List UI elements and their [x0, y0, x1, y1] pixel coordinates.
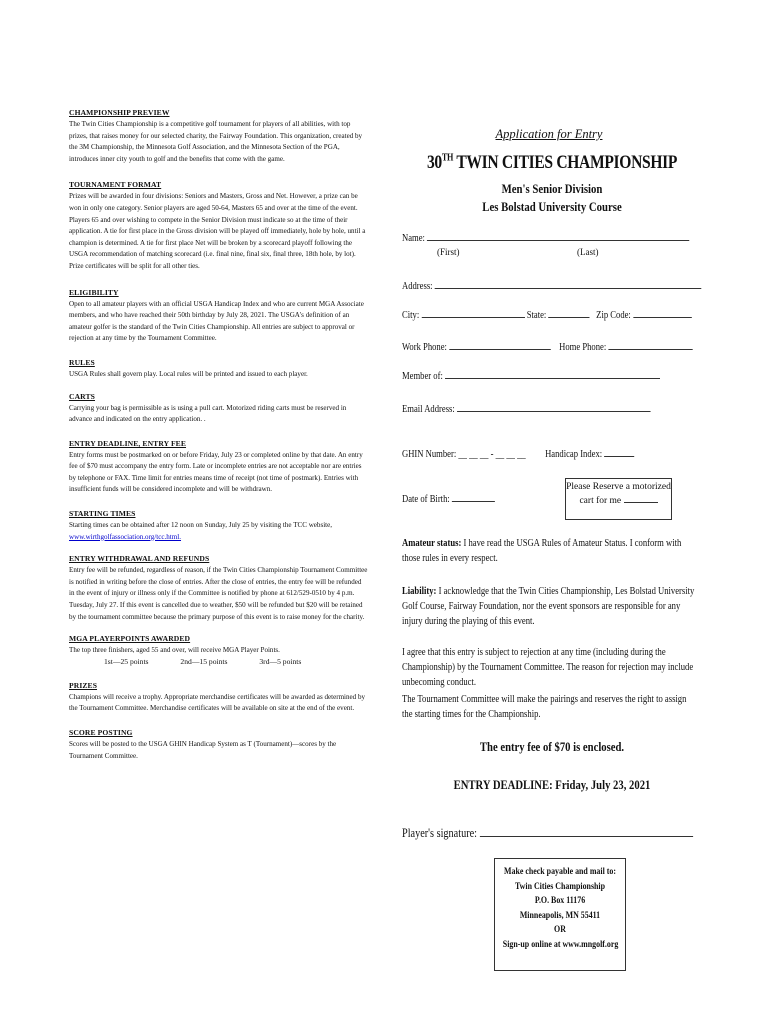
ghin-label: GHIN Number:	[402, 449, 457, 460]
liability-text: I acknowledge that the Twin Cities Championship, Les Bolstad University Golf Course, Fairway Foundation, nor the event sponsors are responsible for any injury during the playing of this event.	[402, 586, 695, 627]
info-column	[69, 108, 369, 773]
signature-label: Player's signature:	[402, 826, 478, 840]
section-body: Scores will be posted to the USGA GHIN Handicap System as T (Tournament)—scores by the Tournament Committee.	[69, 739, 337, 760]
section-body: Entry forms must be postmarked on or before Friday, July 23 or completed online by that date. An entry fee of $70 must accompany the entry form. Late or incomplete entries are not acceptable nor are entries by telephone or FAX. Time limit for entries means time of receipt (not time of postmark). Entries with insufficient funds will be considered incomplete and will be withdrawn.	[69, 449, 363, 494]
work-phone-label: Work Phone:	[402, 342, 447, 353]
course-title: Les Bolstad University Course	[482, 200, 622, 214]
dob-label: Date of Birth:	[402, 494, 450, 505]
cart-reserve-text-2: cart for me	[579, 496, 622, 506]
section-preview	[69, 108, 369, 164]
section-title: MGA PLAYERPOINTS AWARDED	[69, 634, 191, 644]
mailing-info-box	[494, 858, 626, 971]
tcc-website-link[interactable]: www.wirthgolfassociation.org/tcc.html.	[69, 531, 182, 541]
points-first: 1st—25 points	[104, 656, 149, 666]
application-header	[402, 127, 702, 215]
mail-line: P.O. Box 11176	[534, 895, 586, 906]
cart-reservation-box	[565, 478, 672, 520]
city-field[interactable]	[421, 308, 524, 318]
ghin-row	[402, 447, 634, 460]
starting-text: Starting times can be obtained after 12 noon on Sunday, July 25 by visiting the TCC website,	[69, 520, 333, 530]
entry-deadline-notice: ENTRY DEADLINE: Friday, July 23, 2021	[453, 777, 651, 792]
zip-label: Zip Code:	[596, 310, 631, 321]
rejection-statement: I agree that this entry is subject to rejection at any time (including during the Championship) by the Tournament Committee. The reason for rejection may include unbecoming conduct.	[402, 647, 694, 688]
section-body: Open to all amateur players with an official USGA Handicap Index and who are current MGA Associate members, and who have reached their 50th birthday by July 28, 2021. The USGA's definition of an amateur golfer is the standard of the Twin Cities Championship. All entries are subject to approval or rejection at any time by the Tournament Committee.	[69, 298, 364, 343]
amateur-status-text: I have read the USGA Rules of Amateur Status. I conform with those rules in every respect.	[402, 538, 682, 564]
pairings-statement: The Tournament Committee will make the pairings and reserves the right to assign the starting times for the Championship.	[402, 694, 687, 720]
state-field[interactable]	[548, 308, 589, 318]
section-carts	[69, 392, 369, 425]
section-title: CHAMPIONSHIP PREVIEW	[69, 108, 170, 117]
application-title: Application for Entry	[495, 127, 603, 141]
phone-row	[402, 340, 693, 353]
dob-row	[402, 492, 495, 505]
championship-suffix: TH	[441, 152, 454, 164]
member-row	[402, 369, 660, 382]
section-body: The Twin Cities Championship is a competitive golf tournament for players of all abilities, with top prizes, that raises money for our selected charity, the Fairway Foundation. This organization, created by the 3M Championship, the Minnesota Golf Association, and the Minnesota Section of the PGA, introduces inner city youth to golf and the benefits that come with the game.	[69, 119, 363, 163]
city-state-zip-row	[402, 308, 691, 321]
cart-reserve-text: Please Reserve a motorized	[566, 482, 671, 492]
section-title: ELIGIBILITY	[69, 287, 119, 297]
first-name-caption: (First)	[437, 247, 460, 257]
entry-fee-notice: The entry fee of $70 is enclosed.	[479, 739, 625, 754]
section-body: Prizes will be awarded in four divisions: Seniors and Masters, Gross and Net. However, a prize can be won in only one category. Senior players are aged 50-64, Masters 65 and over at the time of the event. Players 65 and over wishing to compete in the Senior Division must indicate so at the time of their application. A tie for first place in the Gross division will be played off immediately, hole by hole, until a champion is determined. A tie for first place Net will be broken by a scorecard playoff following the USGA recommendation of matching scorecard (i.e. final nine, final six, final three, 18th hole, by lot). Prize certificates will be split for all other ties.	[69, 191, 366, 270]
section-title: PRIZES	[69, 680, 98, 690]
address-field-row	[402, 279, 701, 292]
mail-line: Minneapolis, MN 55411	[519, 909, 601, 920]
section-title: CARTS	[69, 391, 95, 401]
points-second: 2nd—15 points	[180, 656, 228, 666]
section-title: TOURNAMENT FORMAT	[69, 180, 162, 190]
championship-name: TWIN CITIES CHAMPIONSHIP	[456, 152, 678, 173]
section-body	[69, 519, 368, 542]
city-label: City:	[402, 310, 420, 321]
section-starting-times	[69, 509, 369, 542]
amateur-status-statement	[402, 536, 694, 566]
mail-line: OR	[554, 924, 566, 935]
amateur-status-label: Amateur status:	[402, 538, 462, 549]
section-title: SCORE POSTING	[69, 728, 133, 737]
points-third: 3rd—5 points	[259, 656, 302, 666]
name-field-row	[402, 231, 689, 244]
handicap-label: Handicap Index:	[545, 449, 603, 460]
section-playerpoints	[69, 634, 369, 667]
mail-line: Sign-up online at www.mngolf.org	[502, 938, 619, 949]
mail-line: Twin Cities Championship	[514, 880, 606, 891]
zip-field[interactable]	[633, 308, 691, 318]
work-phone-field[interactable]	[449, 340, 550, 350]
section-body: Champions will receive a trophy. Appropriate merchandise certificates will be awarded as determined by the Tournament Committee. Merchandise certificates will be available on site at the end of the event.	[69, 691, 366, 713]
cart-reserve-field[interactable]	[624, 494, 658, 503]
email-row	[402, 402, 650, 415]
address-label: Address:	[402, 281, 433, 292]
last-name-caption: (Last)	[577, 247, 599, 257]
points-list	[104, 656, 369, 667]
section-body: USGA Rules shall govern play. Local rules will be printed and issued to each player.	[69, 368, 308, 378]
section-body: Entry fee will be refunded, regardless of reason, if the Twin Cities Championship Tournament Committee is notified in writing before the close of entries. After the close of entries, the entry fee will be refunded in the event of injury or illness only if the Committee is notified by phone at 612/529-0510 by 4 p.m. Tuesday, July 27. If this event is cancelled due to weather, $50 will be refunded but $20 will be retained by the tournament committee because the primary purpose of this event is to raise money for the charity.	[69, 565, 368, 621]
ghin-field[interactable]: __ __ __ - __ __ __	[458, 449, 526, 460]
division-title: Men's Senior Division	[501, 182, 603, 196]
home-phone-label: Home Phone:	[559, 342, 607, 353]
member-label: Member of:	[402, 371, 443, 382]
handicap-field[interactable]	[604, 447, 634, 457]
section-withdrawal	[69, 554, 369, 622]
member-field[interactable]	[445, 369, 660, 379]
section-body: Carrying your bag is permissible as is using a pull cart. Motorized riding carts must be reserved in advance and indicated on the entry application. .	[69, 402, 347, 424]
section-title: ENTRY DEADLINE, ENTRY FEE	[69, 438, 187, 448]
section-score-posting	[69, 728, 369, 761]
liability-label: Liability:	[402, 586, 437, 597]
email-label: Email Address:	[402, 404, 455, 415]
championship-number: 30	[426, 152, 442, 173]
section-format	[69, 180, 369, 271]
mail-line: Make check payable and mail to:	[504, 866, 616, 876]
section-body: The top three finishers, aged 55 and over, will receive MGA Player Points.	[69, 645, 280, 655]
section-title: ENTRY WITHDRAWAL AND REFUNDS	[69, 554, 210, 564]
email-field[interactable]	[457, 402, 651, 412]
name-label: Name:	[402, 233, 425, 244]
section-rules	[69, 358, 369, 380]
signature-field[interactable]	[480, 826, 693, 837]
liability-statement	[402, 584, 694, 629]
championship-title	[404, 152, 699, 174]
dob-field[interactable]	[452, 492, 495, 502]
home-phone-field[interactable]	[608, 340, 692, 350]
section-prizes	[69, 681, 369, 714]
section-title: RULES	[69, 357, 95, 367]
section-eligibility	[69, 288, 369, 344]
address-field[interactable]	[435, 279, 702, 289]
name-field[interactable]	[427, 231, 689, 241]
section-title: STARTING TIMES	[69, 509, 136, 519]
section-deadline	[69, 439, 369, 495]
signature-row	[402, 826, 693, 841]
state-label: State:	[526, 310, 547, 321]
